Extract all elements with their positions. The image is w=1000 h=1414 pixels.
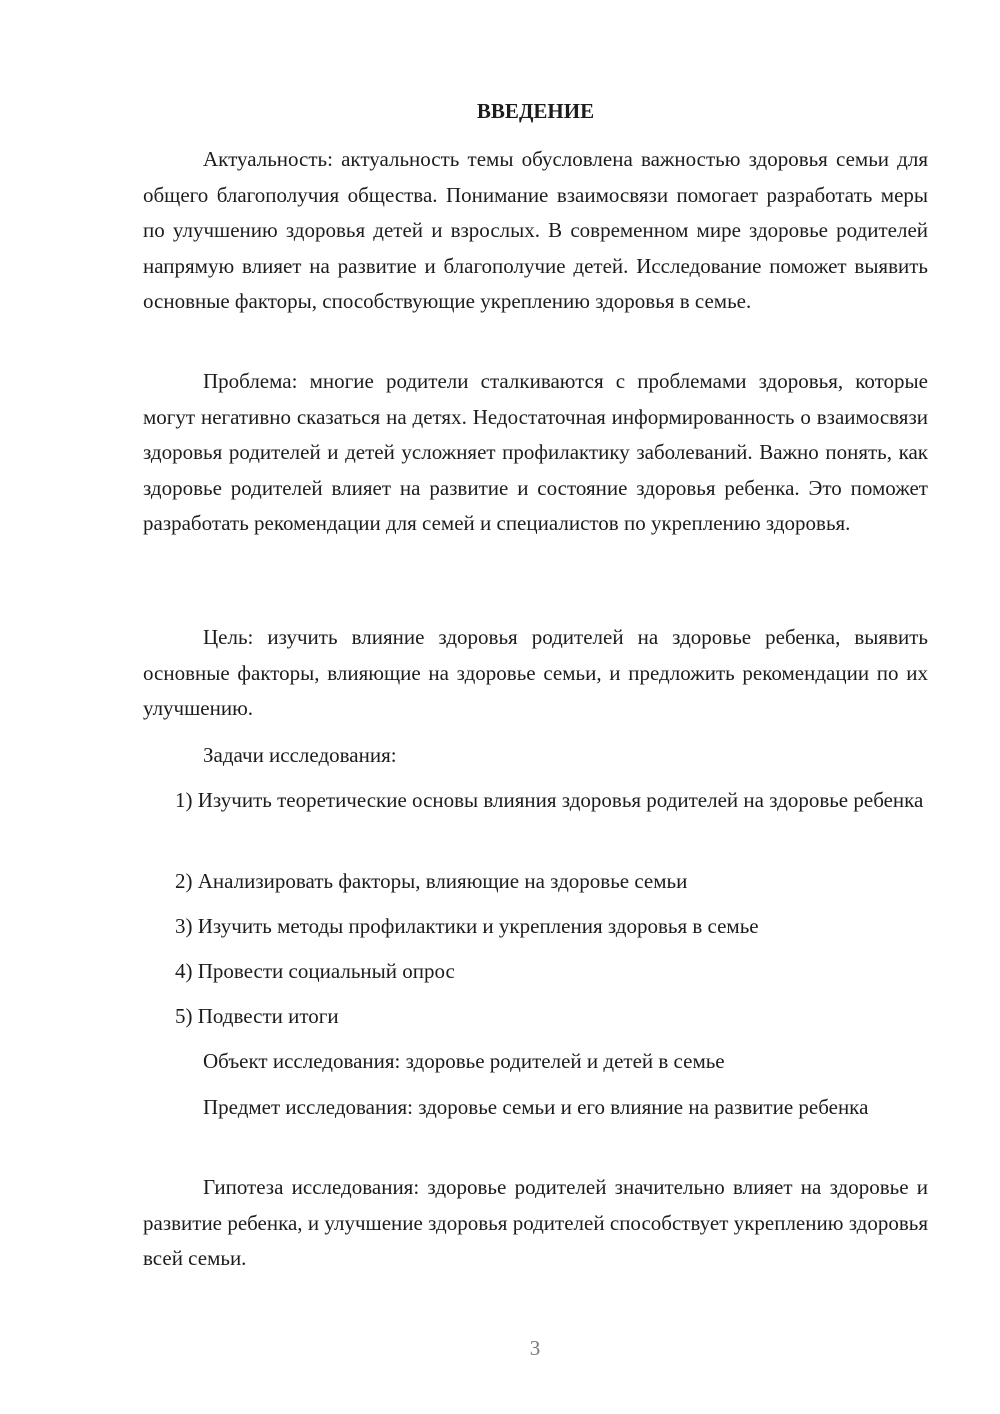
tasks-heading: Задачи исследования: (203, 743, 397, 767)
object-paragraph: Объект исследования: здоровье родителей и детей в семье (203, 1049, 725, 1073)
task-item-4: 4) Провести социальный опрос (175, 959, 455, 983)
page-number: 3 (529, 1336, 541, 1360)
problem-paragraph: Проблема: многие родители сталкиваются с проблемами здоровья, которые могут негативно сказаться на детях. Недостаточная информированность о взаимосвязи здоровья родителей и детей усложняет профилактику заболеваний. Важно понять, как здоровье родителей влияет на развитие и состояние здоровья ребенка. Это поможет разработать рекомендации для семей и специалистов по укреплению здоровья. (143, 369, 928, 535)
hypothesis-paragraph: Гипотеза исследования: здоровье родителей значительно влияет на здоровье и развитие ребенка, и улучшение здоровья родителей способствует укреплению здоровья всей семьи. (143, 1175, 928, 1270)
goal-paragraph: Цель: изучить влияние здоровья родителей на здоровье ребенка, выявить основные факторы, влияющие на здоровье семьи, и предложить рекомендации по их улучшению. (143, 625, 928, 720)
relevance-paragraph: Актуальность: актуальность темы обусловлена важностью здоровья семьи для общего благополучия общества. Понимание взаимосвязи помогает разработать меры по улучшению здоровья детей и взрослых. В современном мире здоровье родителей напрямую влияет на развитие и благополучие детей. Исследование поможет выявить основные факторы, способствующие укреплению здоровья в семье. (143, 147, 928, 313)
task-item-5: 5) Подвести итоги (175, 1004, 339, 1028)
task-item-1: 1) Изучить теоретические основы влияния здоровья родителей на здоровье ребенка (175, 788, 924, 812)
subject-paragraph: Предмет исследования: здоровье семьи и его влияние на развитие ребенка (203, 1095, 869, 1119)
task-item-2: 2) Анализировать факторы, влияющие на здоровье семьи (175, 869, 688, 893)
section-title: ВВЕДЕНИЕ (476, 99, 595, 123)
task-item-3: 3) Изучить методы профилактики и укрепления здоровья в семье (175, 914, 759, 938)
